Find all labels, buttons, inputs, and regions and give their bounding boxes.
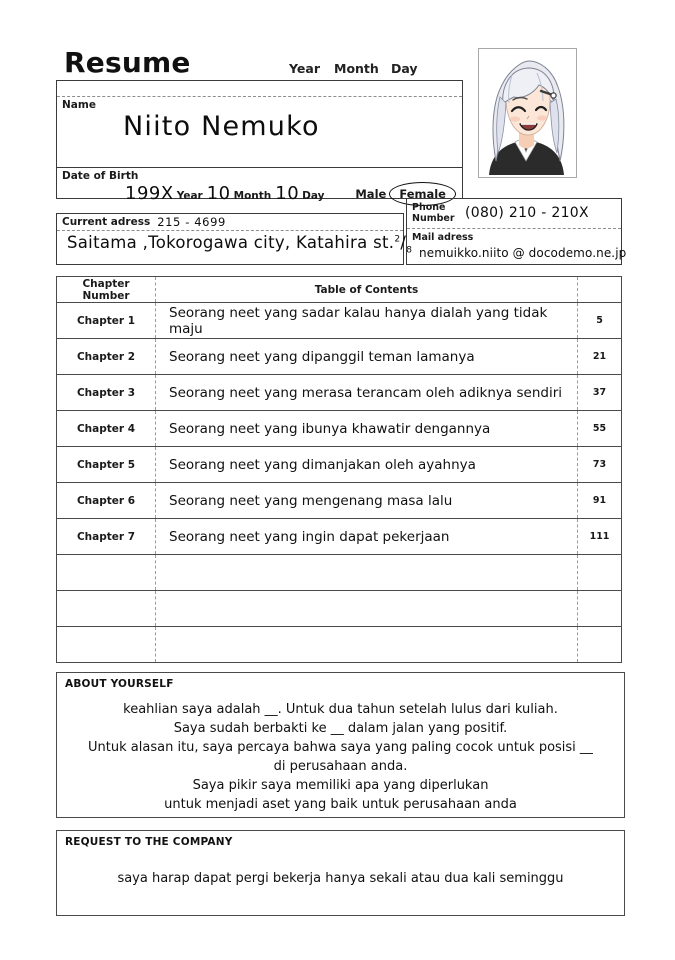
portrait-illustration [479,49,574,175]
toc-page-number: 21 [578,339,622,375]
date-of-birth-label: Date of Birth [62,170,139,182]
about-yourself-section [56,672,625,818]
toc-header-chapter [57,277,156,303]
toc-chapter-title: Seorang neet yang ibunya khawatir dengannya [156,411,578,447]
mail-value: nemuikko.niito @ docodemo.ne.jp [419,246,627,260]
address-value-subscript: 8 [406,245,413,256]
dob-day-unit: Day [302,190,325,202]
phone-label-line1: Phone [412,202,446,213]
about-line-2: Saya sudah berbakti ke __ dalam jalan yang positif. [173,721,508,736]
toc-body [57,277,622,663]
about-yourself-title: ABOUT YOURSELF [65,678,174,690]
address-value: Saitama ,Tokorogawa city, Katahira $st.^2/_8$ [67,233,413,256]
phone-label [412,202,455,224]
toc-empty-cell [578,555,622,591]
furigana-row [57,81,462,97]
about-yourself-body [57,700,624,814]
table-of-contents [56,276,622,663]
table-row [57,375,622,411]
request-to-company-body [57,869,624,888]
toc-chapter-number: Chapter 3 [57,375,156,411]
dob-year-value: 199X [125,183,174,204]
address-label: Current adress [62,216,151,228]
toc-empty-cell [156,627,578,663]
toc-empty-cell [57,555,156,591]
request-line-1: saya harap dapat pergi bekerja hanya sekali atau dua kali seminggu [117,871,564,886]
table-row [57,519,622,555]
table-row [57,483,622,519]
toc-empty-cell [578,627,622,663]
about-line-1: keahlian saya adalah __. Untuk dua tahun setelah lulus dari kuliah. [123,702,558,717]
toc-chapter-title: Seorang neet yang merasa terancam oleh adiknya sendiri [156,375,578,411]
about-line-5: Saya pikir saya memiliki apa yang diperlukan [192,778,489,793]
dob-month-value: 10 [206,183,231,204]
name-row [57,97,462,168]
toc-empty-cell [578,591,622,627]
gender-option-male[interactable]: Male [355,187,387,201]
address-value-superscript: 2 [394,234,401,245]
table-row-empty [57,555,622,591]
toc-chapter-number: Chapter 7 [57,519,156,555]
table-row [57,303,622,339]
contact-box [406,198,627,265]
toc-header-row [57,277,622,303]
toc-chapter-number: Chapter 4 [57,411,156,447]
toc-page-number: 73 [578,447,622,483]
phone-label-line2: Number [412,213,455,224]
header-year-label: Year [289,61,320,76]
about-line-6: untuk menjadi aset yang baik untuk perusahaan anda [164,797,517,812]
header-day-label: Day [391,61,418,76]
address-header-row [57,214,403,231]
toc-empty-cell [156,555,578,591]
toc-chapter-title: Seorang neet yang dipanggil teman lamanya [156,339,578,375]
table-row-empty [57,591,622,627]
date-of-birth-row [57,168,462,204]
toc-header-contents: Table of Contents [156,277,578,303]
toc-empty-cell [57,627,156,663]
phone-value: (080) 210 - 210X [465,205,589,221]
toc-chapter-title: Seorang neet yang mengenang masa lalu [156,483,578,519]
toc-header-chapter-line1: Chapter [82,277,130,290]
toc-page-number: 111 [578,519,622,555]
toc-chapter-number: Chapter 5 [57,447,156,483]
toc-chapter-title: Seorang neet yang ingin dapat pekerjaan [156,519,578,555]
toc-chapter-number: Chapter 6 [57,483,156,519]
toc-page-number: 91 [578,483,622,519]
toc-header-chapter-line2: Number [82,289,130,302]
page-title: Resume [64,46,191,79]
address-box [56,213,413,265]
address-value-text: Saitama ,Tokorogawa city, Katahira st. [67,233,395,252]
gender-option-female[interactable]: Female [393,186,452,202]
dob-day-value: 10 [275,183,300,204]
about-line-4: di perusahaan anda. [273,759,408,774]
toc-page-number: 5 [578,303,622,339]
table-row [57,411,622,447]
identity-box [56,80,463,204]
about-line-3: Untuk alasan itu, saya percaya bahwa saya yang paling cocok untuk posisi __ [88,740,593,755]
toc-chapter-number: Chapter 1 [57,303,156,339]
table-row-empty [57,627,622,663]
request-to-company-section [56,830,625,916]
table-row [57,447,622,483]
dob-year-unit: Year [176,190,203,202]
date-of-birth-value [125,183,329,204]
header-month-label: Month [334,61,379,76]
request-to-company-title: REQUEST TO THE COMPANY [65,836,233,848]
toc-header-page [578,277,622,303]
toc-page-number: 55 [578,411,622,447]
portrait-photo [478,48,577,178]
dob-month-unit: Month [233,190,272,202]
toc-empty-cell [57,591,156,627]
toc-empty-cell [156,591,578,627]
mail-label: Mail adress [412,232,474,243]
table-row [57,339,622,375]
name-label: Name [62,99,96,111]
toc-page-number: 37 [578,375,622,411]
toc-chapter-title: Seorang neet yang dimanjakan oleh ayahnya [156,447,578,483]
toc-chapter-number: Chapter 2 [57,339,156,375]
toc-chapter-title: Seorang neet yang sadar kalau hanya dialah yang tidak maju [156,303,578,339]
postal-code-value: 215 - 4699 [157,215,226,229]
name-value: Niito Nemuko [123,111,320,142]
